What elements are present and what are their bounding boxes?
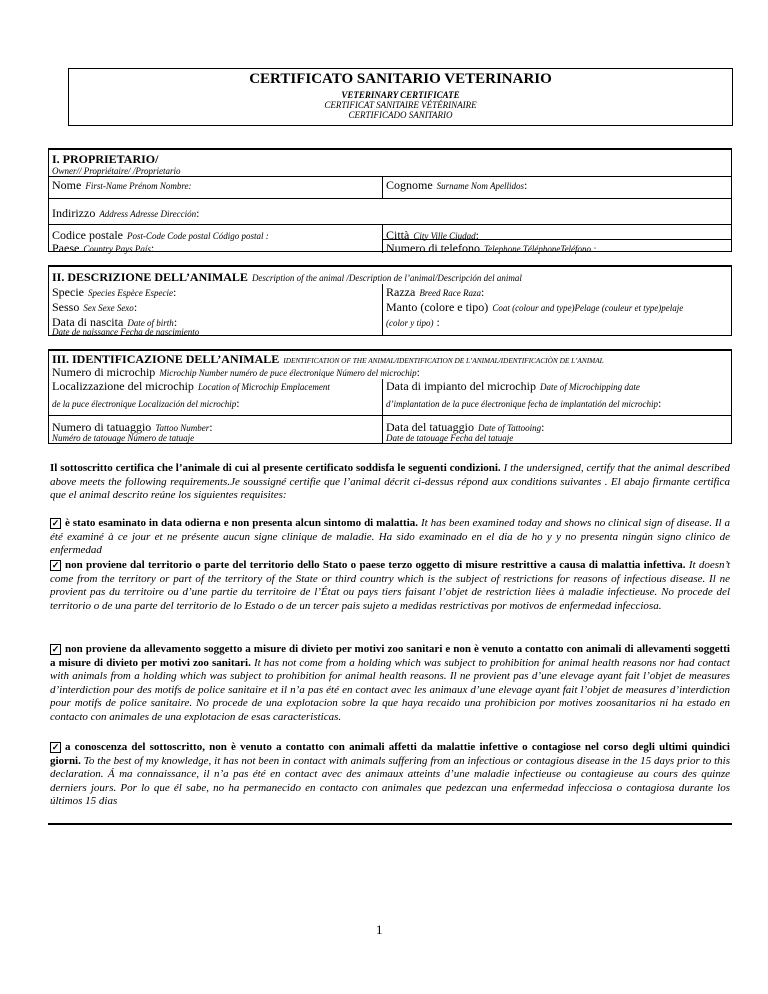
certificate-title-box (68, 68, 733, 126)
animal-description-section: II. DESCRIZIONE DELL’ANIMALE Description of the animal /Description de l’animal/Descripción del animal Specie Species Espèce Especie: Razza Breed Race Raza: Sesso Sex Sexe Sexo: Manto (colore e tipo) Coat (colour and type)Pelage (couleur et type)pelaje Data di nascita Date of birth: (color y tipo) : Date de naissance Fecha de nascimiento (48, 265, 732, 336)
animal-heading: II. DESCRIZIONE DELL’ANIMALE (52, 270, 248, 284)
checkbox-icon[interactable]: ✓ (51, 518, 60, 528)
title-english: VETERINARY CERTIFICATE (341, 90, 460, 100)
country-field[interactable]: Paese Country Pays País: (52, 241, 155, 255)
owner-section (48, 148, 732, 255)
coat-field[interactable]: Manto (colore e tipo) Coat (colour and type)Pelage (couleur et type)pelaje (386, 300, 684, 314)
tattoo-date-field[interactable]: Data del tatuaggio Date of Tattooing: (386, 420, 545, 434)
owner-name-row (49, 176, 731, 199)
coat-translation-cont: (color y tipo) (386, 318, 434, 328)
identification-section: III. IDENTIFICAZIONE DELL’ANIMALE IDENTIFICATION OF THE ANIMAL/IDENTIFICATION DE L’ANIMAL/IDENTIFICACIÒN DE L’ANIMAL Numero di microchip Microchip Number numéro de puce électronique Número del microchip: Localizzazione del microchip Location of Microchip Emplacement de la puce électronique Localización del microchip: Data di impianto del microchip Date of Microchipping date d’implantation de la puce électronique fecha de implantatión del microchip: Numero di tatuaggio Tattoo Number: Numéro de tatouage Número de tatuaje Data del tatuaggio Date of Tattooing: Date de tatouage Fecha del tatuaje (48, 349, 732, 444)
condition-contact: ✓ a conoscenza del sottoscritto, non è venuto a contatto con animali affetti da malattie infettive o contagiose nel corso degli ultimi quindici giorni. To the best of my knowledge, it has not been in contact with animals suffering from an infectious or contagious disease in the 15 days prior to this declaration. Á ma connaissance, il n’a pas été en contact avec des animaux atteints d’une maladie infectieuse ou contagieuse au cours des quinze derniers jours. Por lo que él sabe, no ha permanecido en contacto con animales que pedezcan una enfermedad infecciosa o contagiosa durante los últimos 15 dias (50, 741, 730, 808)
identification-heading-translation: IDENTIFICATION OF THE ANIMAL/IDENTIFICATION DE L’ANIMAL/IDENTIFICACIÒN DE L’ANIMAL (283, 356, 604, 365)
microchip-date-field[interactable]: Data di impianto del microchip Date of Microchipping date (386, 379, 640, 393)
breed-field[interactable]: Razza Breed Race Raza: (386, 285, 485, 299)
checkbox-icon[interactable]: ✓ (51, 644, 60, 654)
condition-territory: ✓ non proviene dal territorio o parte del territorio dello Stato o paese terzo oggetto di misure restrittive a causa di malattia infettiva. It doesn’t come from the territory or part of the territory of the State or third country which is the subject of restrictions for reasons of infectious disease. Il ne provient pas du territoire ou d’une partie du territoire de l’État ou pays tiers faisant l’objet de restriction lièes à maladie infectieuse. No procede del territorio o de una parte del territorio de lo Estado o de un tercer pais sujeto a medidas restrictivas por motivos de enfermedad infecciosa. (50, 559, 731, 612)
checkbox-icon[interactable]: ✓ (51, 742, 60, 752)
tattoo-date-translation: Date de tatouage Fecha del tatuaje (386, 433, 514, 443)
title-french: CERTIFICAT SANITAIRE VÉTÉRINAIRE (324, 100, 477, 110)
address-field[interactable]: Indirizzo Address Adresse Dirección: (52, 206, 200, 220)
owner-heading: I. PROPRIETARIO/ (52, 152, 159, 166)
name-field[interactable]: Nome First-Name Prénom Nombre: (52, 178, 192, 192)
microchip-location-field[interactable]: Localizzazione del microchip Location of Microchip Emplacement (52, 379, 330, 393)
microchip-location-translation: de la puce électronique Localización del microchip (52, 399, 237, 409)
microchip-number-field[interactable]: Numero di microchip Microchip Number numéro de puce électronique Número del microchip: (52, 365, 420, 379)
postcode-field[interactable]: Codice postale Post-Code Code postal Código postal : (52, 228, 269, 242)
page-number: 1 (376, 922, 383, 937)
birth-date-field[interactable]: Data di nascita Date of birth: (52, 315, 178, 329)
owner-address-row (49, 198, 731, 225)
condition-examined: ✓ è stato esaminato in data odierna e non presenta alcun sintomo di malattia. It has been examined today and shows no clinical sign of disease. Il a été examiné à ce jour et ne présente aucun signe clinique de maladie. Ha sido examinado en el dia de ho y y no presenta ningún signo clinico de enfermedad (50, 517, 731, 557)
city-field[interactable]: Città City Ville Ciudad: (386, 228, 480, 242)
owner-postcode-row (49, 224, 731, 253)
tattoo-number-translation: Numéro de tatouage Número de tatuaje (52, 433, 195, 443)
condition-holding: ✓ non proviene da allevamento soggetto a misure di divieto per motivi zoo sanitari e non è venuto a contatto con animali di allevamenti soggetti a misure di divieto per motivi zoo sanitari. It has not come from a holding which was subject to prohibition for animal health reasons nor had contact with animals from a holding which was subject to prohibition for animal health reasons. Il ne provient pas d’une elevage ayant fait l’objet de measures d’interdiction pour des motifs de police sanitaire et il n’a pas été en contact avec les animaux d’une elevage ayant fait l’objet de measures d’interdiction pour motifs de police sanitaire. No procede de una explotacion sobre la que haya recaido una prohibicion por motives zoosanitarios ni ha estado en contacto con animales de una explotacion de esas caracteristicas. (50, 643, 730, 723)
animal-heading-translation: Description of the animal /Description de l’animal/Descripción del animal (251, 273, 522, 283)
certificate-title: CERTIFICATO SANITARIO VETERINARIO (249, 71, 552, 87)
title-spanish: CERTIFICADO SANITARIO (348, 110, 453, 120)
identification-heading: III. IDENTIFICAZIONE DELL’ANIMALE (52, 352, 280, 366)
tattoo-number-field[interactable]: Numero di tatuaggio Tattoo Number: (52, 420, 213, 434)
surname-field[interactable]: Cognome Surname Nom Apellidos: (386, 178, 528, 192)
section-divider (48, 823, 732, 825)
birth-date-translation: Date de naissance Fecha de nascimiento (52, 327, 200, 337)
species-field[interactable]: Specie Species Espèce Especie: (52, 285, 177, 299)
phone-field[interactable]: Numero di telefono Telephone TéléphoneTeléfono : (386, 241, 597, 255)
checkbox-icon[interactable]: ✓ (51, 560, 60, 570)
certification-intro: Il sottoscritto certifica che l’animale di cui al presente certificato soddisfa le seguenti condizioni. I the undersigned, certify that the animal described above meets the following requirements.Je soussigné certifie que l’animal décrit ci-dessus répond aux conditions suivantes . El abajo firmante certifica que el animal descrito reúne los siguientes requisites: (50, 462, 730, 502)
owner-heading-translation: Owner// Propriétaire/ /Proprietario (52, 166, 181, 176)
sex-field[interactable]: Sesso Sex Sexe Sexo: (52, 300, 138, 314)
microchip-date-translation: d’implantation de la puce électronique fecha de implantatión del microchip (386, 399, 659, 409)
